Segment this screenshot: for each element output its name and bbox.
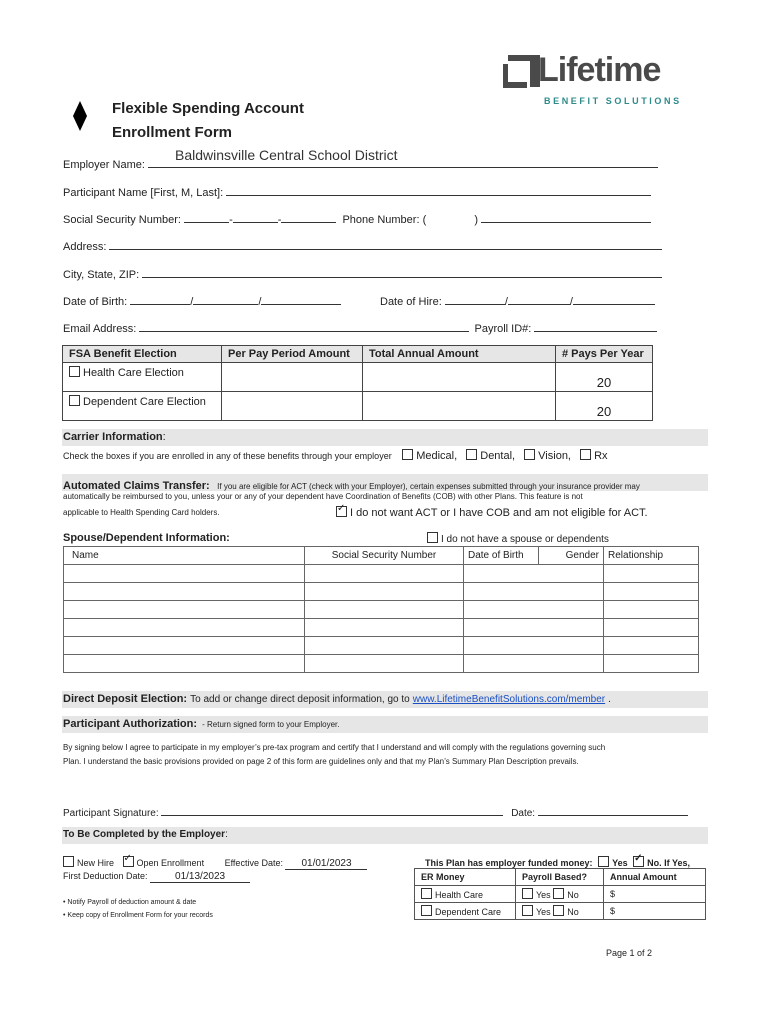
dependent-per-pay-field[interactable] (222, 392, 363, 421)
employer-title: To Be Completed by the Employer (63, 829, 226, 840)
health-care-checkbox[interactable] (69, 366, 80, 377)
page-number: Page 1 of 2 (606, 948, 653, 958)
funded-yes-checkbox[interactable] (598, 856, 609, 867)
dependent-row (64, 655, 699, 673)
er-row-health: Health Care (415, 886, 516, 903)
email-field[interactable] (139, 319, 469, 332)
dep-header-ssn: Social Security Number (305, 547, 464, 565)
dep-name-field[interactable] (64, 655, 305, 673)
dep-relationship-field[interactable] (604, 601, 699, 619)
rx-label: Rx (594, 450, 608, 462)
er-dependent-yes-checkbox[interactable] (522, 905, 533, 916)
address-row (63, 237, 662, 253)
fsa-election-table (62, 345, 653, 421)
signature-label: Participant Signature: (63, 808, 159, 819)
email-row (63, 319, 657, 335)
er-header-payroll: Payroll Based? (516, 869, 604, 886)
first-deduction-value: 01/13/2023 (175, 871, 226, 882)
fsa-header-election: FSA Benefit Election (63, 346, 222, 363)
act-optout-label: I do not want ACT or I have COB and am not eligible for ACT. (350, 507, 648, 519)
payroll-id-field[interactable] (534, 319, 657, 332)
dependent-row (64, 637, 699, 655)
dep-header-dob: Date of Birth (464, 547, 539, 565)
payroll-id-label: Payroll ID#: (474, 323, 532, 335)
doh-month-field[interactable] (445, 292, 505, 305)
dob-month-field[interactable] (130, 292, 190, 305)
signature-date-label: Date: (511, 808, 536, 819)
dep-relationship-field[interactable] (604, 655, 699, 673)
er-health-yes-checkbox[interactable] (522, 888, 533, 899)
participant-name-row (63, 183, 651, 199)
carrier-section-title (63, 431, 166, 443)
ssn-field-part2[interactable] (233, 210, 278, 223)
dep-ssn-field[interactable] (305, 583, 464, 601)
employer-notes (63, 896, 213, 922)
funded-no-checkbox[interactable] (633, 856, 644, 867)
act-text-2: automatically be reimbursed to you, unless your or any of your dependent have Coordination of Benefits (COB) with other Plans. This feature is not (63, 492, 583, 501)
logo-wordmark: Lifetime (538, 51, 661, 89)
dep-relationship-field[interactable] (604, 637, 699, 655)
address-label: Address: (63, 241, 107, 253)
effective-date-value: 01/01/2023 (301, 858, 352, 869)
health-pays-value: 20 (556, 363, 653, 392)
funded-money-row (425, 856, 690, 868)
dependent-row (64, 565, 699, 583)
er-header-money: ER Money (415, 869, 516, 886)
employer-name-row (63, 147, 658, 171)
fsa-row-dependent (63, 392, 222, 421)
funded-yes-label: Yes (612, 858, 628, 868)
company-logo (500, 51, 690, 110)
er-dependent-payroll: Yes No (516, 903, 604, 920)
dep-name-field[interactable] (64, 637, 305, 655)
er-health-amount[interactable]: $ (604, 886, 706, 903)
dep-dob-gender-field[interactable] (464, 565, 604, 583)
dep-dob-gender-field[interactable] (464, 655, 604, 673)
dep-relationship-field[interactable] (604, 619, 699, 637)
ssn-label: Social Security Number: (63, 214, 181, 226)
employer-name-value: Baldwinsville Central School District (174, 147, 398, 163)
dep-ssn-field[interactable] (305, 619, 464, 637)
employer-name-field[interactable] (148, 147, 658, 168)
direct-deposit-link[interactable]: www.LifetimeBenefitSolutions.com/member (412, 694, 606, 705)
open-enrollment-checkbox[interactable] (123, 856, 134, 867)
city-label: City, State, ZIP: (63, 269, 140, 281)
effective-date-label: Effective Date: (224, 858, 283, 868)
dependent-care-checkbox[interactable] (69, 395, 80, 406)
dep-dob-gender-field[interactable] (464, 637, 604, 655)
er-dependent-amount[interactable]: $ (604, 903, 706, 920)
er-health-no-checkbox[interactable] (553, 888, 564, 899)
dependent-pays-value: 20 (556, 392, 653, 421)
signature-field[interactable] (161, 803, 503, 816)
title-line-2: Enrollment Form (112, 124, 233, 141)
dob-year-field[interactable] (261, 292, 341, 305)
direct-deposit-period: . (608, 694, 611, 705)
form-title (112, 97, 304, 145)
employer-title-colon: : (225, 829, 228, 840)
act-optout-checkbox[interactable] (336, 506, 347, 517)
dependent-annual-field[interactable] (363, 392, 556, 421)
dep-header-gender: Gender (539, 547, 604, 565)
phone-close-paren: ) (474, 214, 479, 226)
er-row-dependent: Dependent Care (415, 903, 516, 920)
dep-ssn-field[interactable] (305, 637, 464, 655)
phone-label: Phone Number: ( (342, 214, 427, 226)
carrier-instructions: Check the boxes if you are enrolled in any of these benefits through your employer (63, 451, 392, 461)
direct-deposit-title: Direct Deposit Election: (63, 693, 188, 705)
lifetime-logo-mark-icon (500, 55, 540, 93)
er-dependent-no-checkbox[interactable] (553, 905, 564, 916)
participant-name-label: Participant Name [First, M, Last]: (63, 187, 224, 199)
authorization-para-1: By signing below I agree to participate in my employer’s pre-tax program and certify that I understand and will comply with the regulations governing such (63, 743, 606, 752)
dep-name-field[interactable] (64, 601, 305, 619)
dep-relationship-field[interactable] (604, 565, 699, 583)
doh-row: Date of Hire: / / (380, 292, 655, 308)
dep-name-field[interactable] (64, 583, 305, 601)
dep-name-field[interactable] (64, 565, 305, 583)
enrollment-type-row (63, 856, 367, 870)
act-title: Automated Claims Transfer: (63, 480, 210, 492)
address-field[interactable] (109, 237, 662, 250)
dependents-title: Spouse/Dependent Information: (63, 532, 230, 544)
er-header-annual: Annual Amount (604, 869, 706, 886)
doh-label: Date of Hire: (380, 296, 442, 308)
email-label: Email Address: (63, 323, 137, 335)
er-health-payroll: Yes No (516, 886, 604, 903)
diamond-icon (73, 101, 87, 131)
ssn-field-part1[interactable] (184, 210, 229, 223)
er-money-table (414, 868, 706, 920)
city-field[interactable] (142, 265, 662, 278)
ssn-field-part3[interactable] (281, 210, 336, 223)
act-text-1: If you are eligible for ACT (check with your Employer), certain expenses submitted through your insurance provider may (217, 482, 640, 491)
dep-name-field[interactable] (64, 619, 305, 637)
act-optout-row (336, 506, 648, 519)
carrier-title: Carrier Information (63, 431, 163, 443)
dob-row: Date of Birth: / / (63, 292, 341, 308)
logo-tagline: BENEFIT SOLUTIONS (544, 96, 682, 106)
doh-year-field[interactable] (573, 292, 655, 305)
phone-field[interactable] (481, 210, 651, 223)
dep-header-relationship: Relationship (604, 547, 699, 565)
rx-checkbox[interactable] (580, 449, 591, 460)
ssn-phone-row: Social Security Number: - - Phone Number: ( ) (63, 210, 651, 226)
fsa-header-per-pay: Per Pay Period Amount (222, 346, 363, 363)
dependent-row (64, 619, 699, 637)
effective-date-field[interactable] (285, 858, 367, 870)
first-deduction-field[interactable] (150, 871, 250, 883)
health-care-label: Health Care Election (83, 367, 184, 379)
signature-date-field[interactable] (538, 803, 688, 816)
fsa-row-health (63, 363, 222, 392)
act-text-3: applicable to Health Spending Card holders. (63, 508, 220, 517)
health-per-pay-field[interactable] (222, 363, 363, 392)
authorization-title: Participant Authorization: (63, 718, 198, 730)
employer-name-label: Employer Name: (63, 159, 145, 171)
dep-dob-gender-field[interactable] (464, 583, 604, 601)
vision-label: Vision, (538, 450, 571, 462)
funded-no-label: No. If Yes, (647, 858, 690, 868)
dep-ssn-field[interactable] (305, 601, 464, 619)
participant-name-field[interactable] (226, 183, 651, 196)
dep-relationship-field[interactable] (604, 583, 699, 601)
fsa-header-annual: Total Annual Amount (363, 346, 556, 363)
authorization-note: - Return signed form to your Employer. (202, 720, 340, 729)
dental-label: Dental, (480, 450, 516, 462)
vision-checkbox[interactable] (524, 449, 535, 460)
er-health-checkbox[interactable] (421, 888, 432, 899)
dependent-row (64, 601, 699, 619)
doh-day-field[interactable] (508, 292, 570, 305)
new-hire-checkbox[interactable] (63, 856, 74, 867)
dep-ssn-field[interactable] (305, 655, 464, 673)
first-deduction-row (63, 871, 250, 883)
open-enrollment-label: Open Enrollment (136, 858, 205, 868)
direct-deposit-text: To add or change direct deposit information, go to (190, 694, 410, 705)
carrier-colon: : (162, 431, 166, 443)
er-dependent-checkbox[interactable] (421, 905, 432, 916)
health-annual-field[interactable] (363, 363, 556, 392)
dep-ssn-field[interactable] (305, 565, 464, 583)
first-deduction-label: First Deduction Date: (63, 871, 148, 881)
dental-checkbox[interactable] (466, 449, 477, 460)
dependents-table (63, 546, 699, 673)
employer-section-title (63, 829, 228, 840)
medical-label: Medical, (416, 450, 458, 462)
note-item: • Keep copy of Enrollment Form for your records (63, 912, 213, 919)
authorization-row (63, 718, 340, 730)
dependent-care-label: Dependent Care Election (83, 396, 206, 408)
no-dependents-checkbox[interactable] (427, 532, 438, 543)
fsa-header-pays: # Pays Per Year (556, 346, 653, 363)
dob-label: Date of Birth: (63, 296, 128, 308)
city-row (63, 265, 662, 281)
authorization-para-2: Plan. I understand the basic provisions provided on page 2 of this form are guidelines only and that my Plan’s Summary Plan Description prevails. (63, 757, 579, 766)
dep-dob-gender-field[interactable] (464, 601, 604, 619)
no-dependents-row (427, 532, 609, 545)
funded-money-label: This Plan has employer funded money: (425, 858, 593, 868)
no-dependents-label: I do not have a spouse or dependents (441, 534, 609, 545)
note-item: • Notify Payroll of deduction amount & date (63, 899, 197, 906)
dependent-row (64, 583, 699, 601)
dob-day-field[interactable] (193, 292, 258, 305)
signature-row (63, 803, 688, 819)
title-line-1: Flexible Spending Account (112, 100, 304, 117)
dep-dob-gender-field[interactable] (464, 619, 604, 637)
direct-deposit-row (63, 693, 611, 705)
dep-header-name: Name (64, 547, 305, 565)
carrier-row (63, 449, 608, 462)
new-hire-label: New Hire (77, 858, 115, 868)
medical-checkbox[interactable] (402, 449, 413, 460)
